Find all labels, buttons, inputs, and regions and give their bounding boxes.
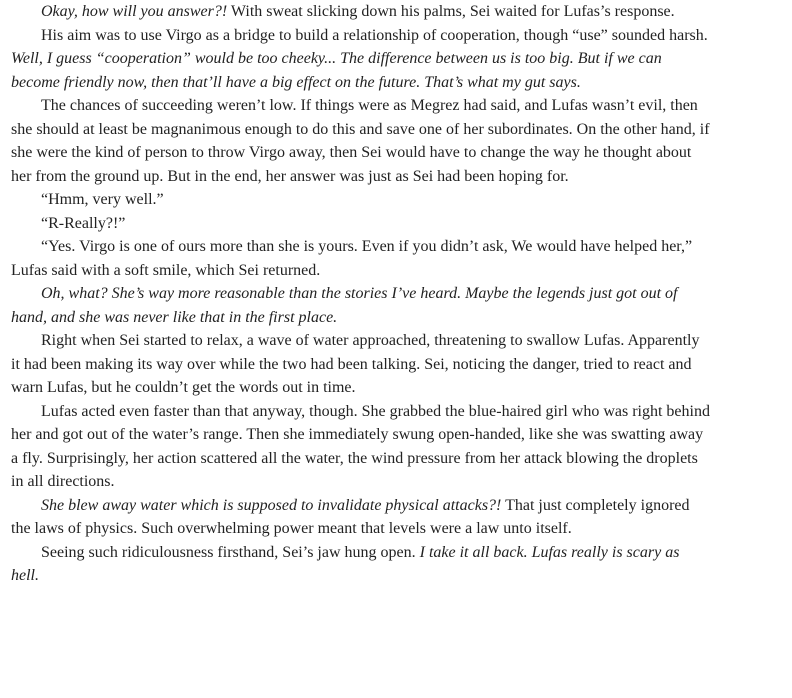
paragraph-9 [11, 400, 711, 494]
inner-thought: Oh, what? She’s way more reasonable than the stories I’ve heard. Maybe the legends just got out of hand, and she was never like that in the first place. [11, 285, 678, 326]
paragraph-4 [11, 188, 711, 212]
narration: Lufas acted even faster than that anyway, though. She grabbed the blue-haired girl who was right behind her and got out of the water’s range. Then she immediately swung open-handed, like she was swatting away a fly. Surprisingly, her action scattered all the water, the wind pressure from her attack blowing the droplets in all directions. [11, 402, 710, 490]
dialogue: “R-Really?!” [41, 214, 126, 232]
narration: With sweat slicking down his palms, Sei waited for Lufas’s response. [227, 3, 675, 20]
paragraph-10 [11, 494, 711, 541]
paragraph-11 [11, 541, 711, 588]
narration: Seeing such ridiculousness firsthand, Sei’s jaw hung open. [41, 543, 420, 561]
inner-thought: Okay, how will you answer?! [41, 3, 228, 20]
paragraph-8 [11, 329, 711, 400]
paragraph-3 [11, 94, 711, 188]
dialogue: “Hmm, very well.” [41, 191, 164, 208]
narration: That just completely ignored the laws of physics. Such overwhelming power meant that levels were a law unto itself. [11, 496, 690, 537]
inner-thought: I take it all back. Lufas really is scary as hell. [11, 543, 680, 584]
inner-thought: Well, I guess “cooperation” would be too cheeky... The difference between us is too big. But if we can become friendly now, then that’ll have a big effect on the future. That’s what my gut says. [11, 50, 662, 91]
document-body [11, 0, 711, 588]
paragraph-6 [11, 235, 711, 282]
paragraph-7 [11, 282, 711, 329]
narration: His aim was to use Virgo as a bridge to build a relationship of cooperation, though “use” sounded harsh. [41, 26, 708, 44]
paragraph-1 [11, 0, 711, 24]
paragraph-2 [11, 24, 711, 95]
dialogue: “Yes. Virgo is one of ours more than she is yours. Even if you didn’t ask, We would have helped her,” Lufas said with a soft smile, which Sei returned. [11, 238, 693, 279]
narration: The chances of succeeding weren’t low. If things were as Megrez had said, and Lufas wasn’t evil, then she should at least be magnanimous enough to do this and save one of her subordinates. On the other hand, if she were the kind of person to throw Virgo away, then Sei would have to change the way he thought about her from the ground up. But in the end, her answer was just as Sei had been hoping for. [11, 97, 710, 185]
paragraph-5 [11, 212, 711, 236]
narration: Right when Sei started to relax, a wave of water approached, threatening to swallow Lufas. Apparently it had been making its way over while the two had been talking. Sei, noticing the danger, tried to react and warn Lufas, but he couldn’t get the words out in time. [11, 332, 700, 396]
inner-thought: She blew away water which is supposed to invalidate physical attacks?! [41, 496, 502, 514]
